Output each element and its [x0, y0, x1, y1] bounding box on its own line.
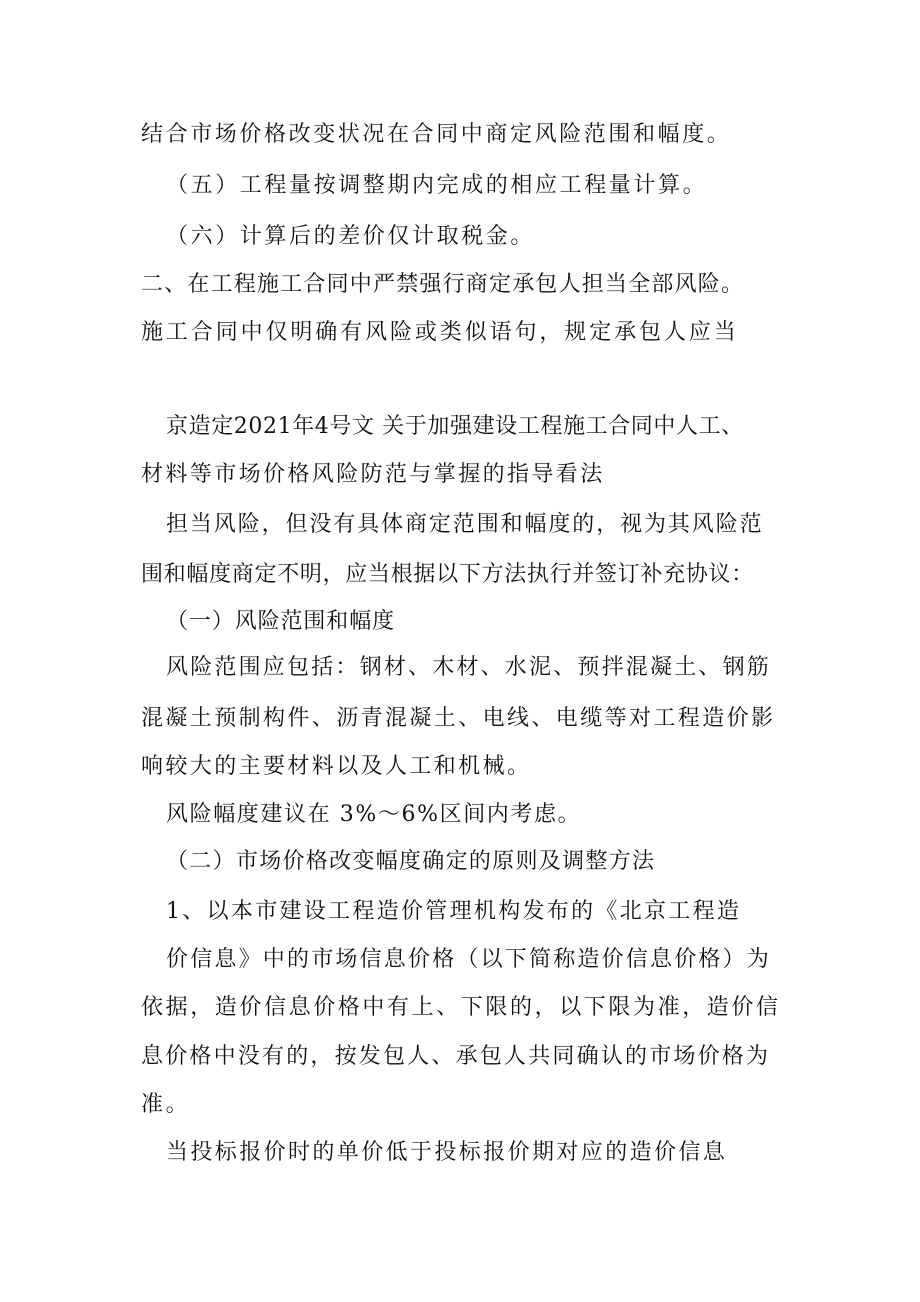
paragraph-line: （五）工程量按调整期内完成的相应工程量计算。 — [166, 173, 708, 198]
section-heading: （二）市场价格改变幅度确定的原则及调整方法 — [166, 849, 656, 874]
paragraph-line: 响较大的主要材料以及人工和机械。 — [141, 754, 532, 779]
document-title-line: 京造定2021年4号文 关于加强建设工程施工合同中人工、 — [166, 414, 744, 439]
paragraph-line: 混凝土预制构件、沥青混凝土、电线、电缆等对工程造价影 — [141, 706, 776, 731]
paragraph-line: 息价格中没有的，按发包人、承包人共同确认的市场价格为 — [141, 1044, 771, 1069]
section-heading: （一）风险范围和幅度 — [166, 609, 396, 634]
document-title-line: 材料等市场价格风险防范与掌握的指导看法 — [141, 462, 605, 487]
paragraph-line: 结合市场价格改变状况在合同中商定风险范围和幅度。 — [141, 122, 732, 147]
paragraph-line: 围和幅度商定不明，应当根据以下方法执行并签订补充协议： — [141, 562, 754, 587]
paragraph-line: 准。 — [141, 1092, 191, 1117]
paragraph-line: 风险幅度建议在 3%～6%区间内考虑。 — [166, 802, 582, 827]
paragraph-line: 二、在工程施工合同中严禁强行商定承包人担当全部风险。 — [141, 272, 745, 297]
paragraph-line: 风险范围应包括：钢材、木材、水泥、预拌混凝土、钢筋 — [166, 655, 772, 680]
paragraph-line: 价信息》中的市场信息价格（以下简称造价信息价格）为 — [166, 947, 772, 972]
paragraph-line: 依据，造价信息价格中有上、下限的，以下限为准，造价信 — [141, 995, 781, 1020]
paragraph-line: 当投标报价时的单价低于投标报价期对应的造价信息 — [166, 1140, 728, 1165]
paragraph-line: （六）计算后的差价仅计取税金。 — [166, 224, 536, 249]
paragraph-line: 担当风险，但没有具体商定范围和幅度的，视为其风险范 — [166, 512, 764, 537]
paragraph-line: 1、以本市建设工程造价管理机构发布的《北京工程造 — [166, 899, 742, 924]
paragraph-line: 施工合同中仅明确有风险或类似语句，规定承包人应当 — [141, 320, 739, 345]
